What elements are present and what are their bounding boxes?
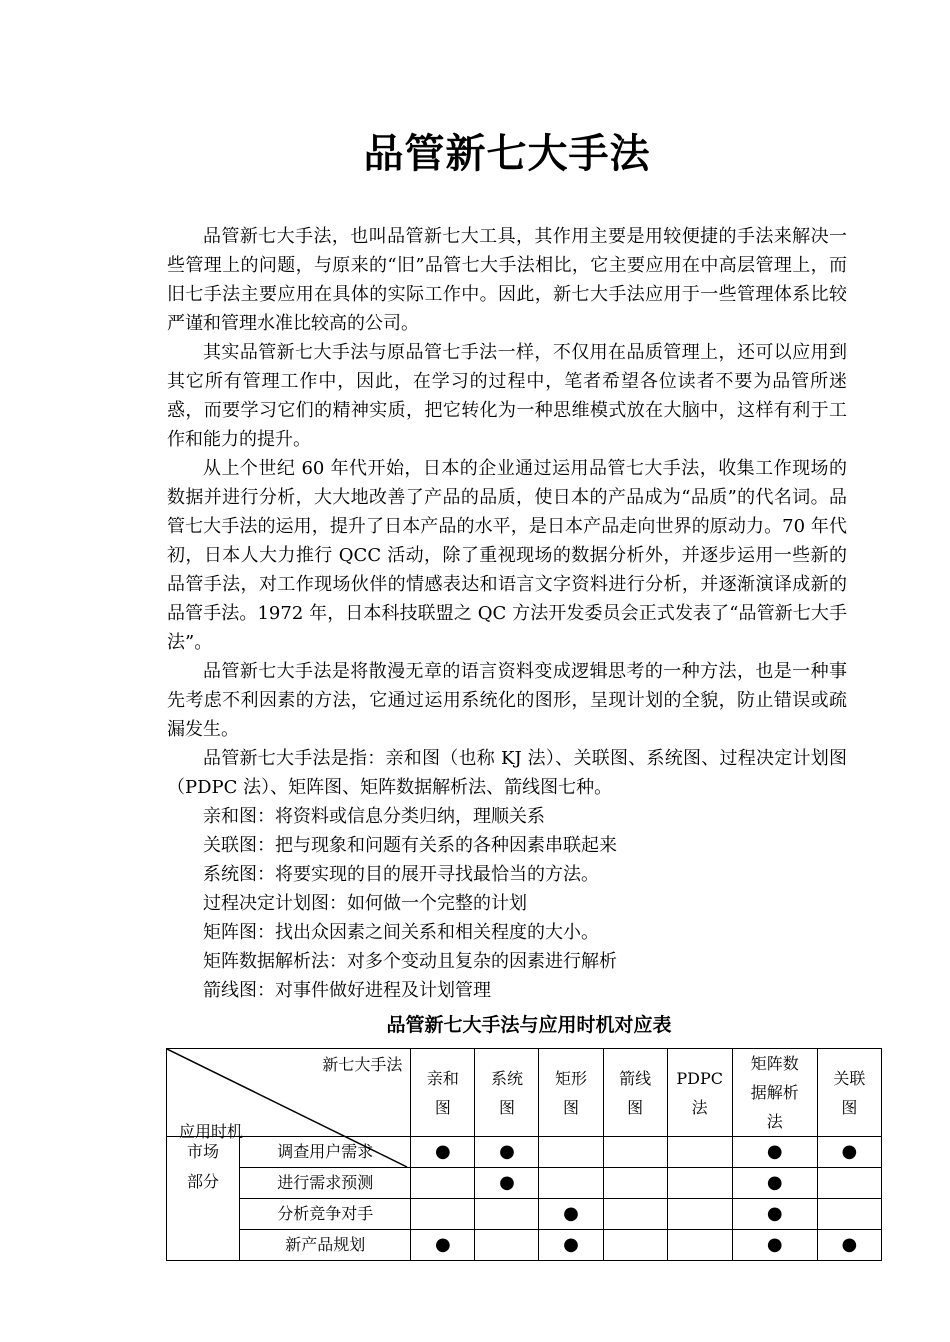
segment-label: 市场 部分 [167,1137,240,1261]
corner-label-timing: 应用时机 [179,1122,244,1141]
mark-cell [475,1230,539,1261]
dot-mark: ● [475,1168,539,1199]
list-item: 系统图：将要实现的目的展开寻找最恰当的方法。 [203,864,599,885]
column-header: 系统 图 [475,1049,539,1137]
mark-cell [817,1168,881,1199]
list-item: 箭线图：对事件做好进程及计划管理 [203,980,491,1001]
mark-cell [667,1230,732,1261]
dot-mark: ● [732,1230,817,1261]
list-item: 关联图：把与现象和问题有关系的各种因素串联起来 [203,835,617,856]
column-header: 亲和 图 [411,1049,475,1137]
column-header: 关联 图 [817,1049,881,1137]
dot-mark: ● [475,1137,539,1168]
dot-mark: ● [732,1137,817,1168]
page-title: 品管新七大手法 [363,131,651,177]
paragraph: 从上个世纪 60 年代开始，日本的企业通过运用品管七大手法，收集工作现场的数据并进行分析，大大地改善了产品的品质，使日本的产品成为“品质”的代名词。品管七大手法的运用，提升了日本产品的水平，是日本产品走向世界的原动力。70 年代初，日本人大力推行 QCC 活动，除了重视现场的数据分析外，并逐步运用一些新的品管手法，对工作现场伙伴的情感表达和语言文字资料进行分析，并逐渐演译成新的品管手法。1972 年，日本科技联盟之 QC 方法开发委员会正式发表了“品管新七大手法”。 [167,458,847,653]
mark-cell [603,1137,667,1168]
mark-cell [817,1199,881,1230]
mark-cell [411,1199,475,1230]
mark-cell [667,1168,732,1199]
corner-label-methods: 新七大手法 [322,1055,403,1074]
mark-cell [603,1168,667,1199]
mark-cell [603,1230,667,1261]
document-body [167,222,847,1005]
mark-cell [667,1137,732,1168]
column-header: 箭线 图 [603,1049,667,1137]
table-row [167,1230,882,1261]
row-label: 进行需求预测 [240,1168,411,1199]
dot-mark: ● [539,1199,603,1230]
mark-cell [667,1199,732,1230]
dot-mark: ● [732,1199,817,1230]
table-row [167,1168,882,1199]
mark-cell [539,1137,603,1168]
column-header: 矩阵数 据解析 法 [732,1049,817,1137]
mark-cell [411,1168,475,1199]
row-label: 调查用户需求 [240,1137,411,1168]
paragraph: 品管新七大手法，也叫品管新七大工具，其作用主要是用较便捷的手法来解决一些管理上的问题，与原来的“旧”品管七大手法相比，它主要应用在中高层管理上，而旧七手法主要应用在具体的实际工作中。因此，新七大手法应用于一些管理体系比较严谨和管理水准比较高的公司。 [167,226,847,334]
row-label: 新产品规划 [240,1230,411,1261]
dot-mark: ● [411,1230,475,1261]
list-item: 矩阵数据解析法：对多个变动且复杂的因素进行解析 [203,951,617,972]
list-item: 过程决定计划图：如何做一个完整的计划 [203,893,527,914]
mark-cell [475,1199,539,1230]
mark-cell [603,1199,667,1230]
method-timing-table [166,1048,882,1261]
table-header-row [167,1049,882,1137]
paragraph: 品管新七大手法是指：亲和图（也称 KJ 法）、关联图、系统图、过程决定计划图（PDPC 法）、矩阵图、矩阵数据解析法、箭线图七种。 [167,748,847,798]
list-item: 亲和图：将资料或信息分类归纳，理顺关系 [203,806,545,827]
mark-cell [539,1168,603,1199]
dot-mark: ● [539,1230,603,1261]
dot-mark: ● [817,1137,881,1168]
paragraph: 品管新七大手法是将散漫无章的语言资料变成逻辑思考的一种方法，也是一种事先考虑不利因素的方法，它通过运用系统化的图形，呈现计划的全貌，防止错误或疏漏发生。 [167,661,847,740]
table-title: 品管新七大手法与应用时机对应表 [386,1014,672,1036]
paragraph: 其实品管新七大手法与原品管七手法一样，不仅用在品质管理上，还可以应用到其它所有管理工作中，因此，在学习的过程中，笔者希望各位读者不要为品管所迷惑，而要学习它们的精神实质，把它转化为一种思维模式放在大脑中，这样有利于工作和能力的提升。 [167,342,847,450]
column-header: PDPC 法 [667,1049,732,1137]
column-header: 矩形 图 [539,1049,603,1137]
dot-mark: ● [817,1230,881,1261]
list-item: 矩阵图：找出众因素之间关系和相关程度的大小。 [203,922,599,943]
row-label: 分析竞争对手 [240,1199,411,1230]
dot-mark: ● [411,1137,475,1168]
dot-mark: ● [732,1168,817,1199]
corner-cell [167,1049,411,1141]
table-row [167,1199,882,1230]
